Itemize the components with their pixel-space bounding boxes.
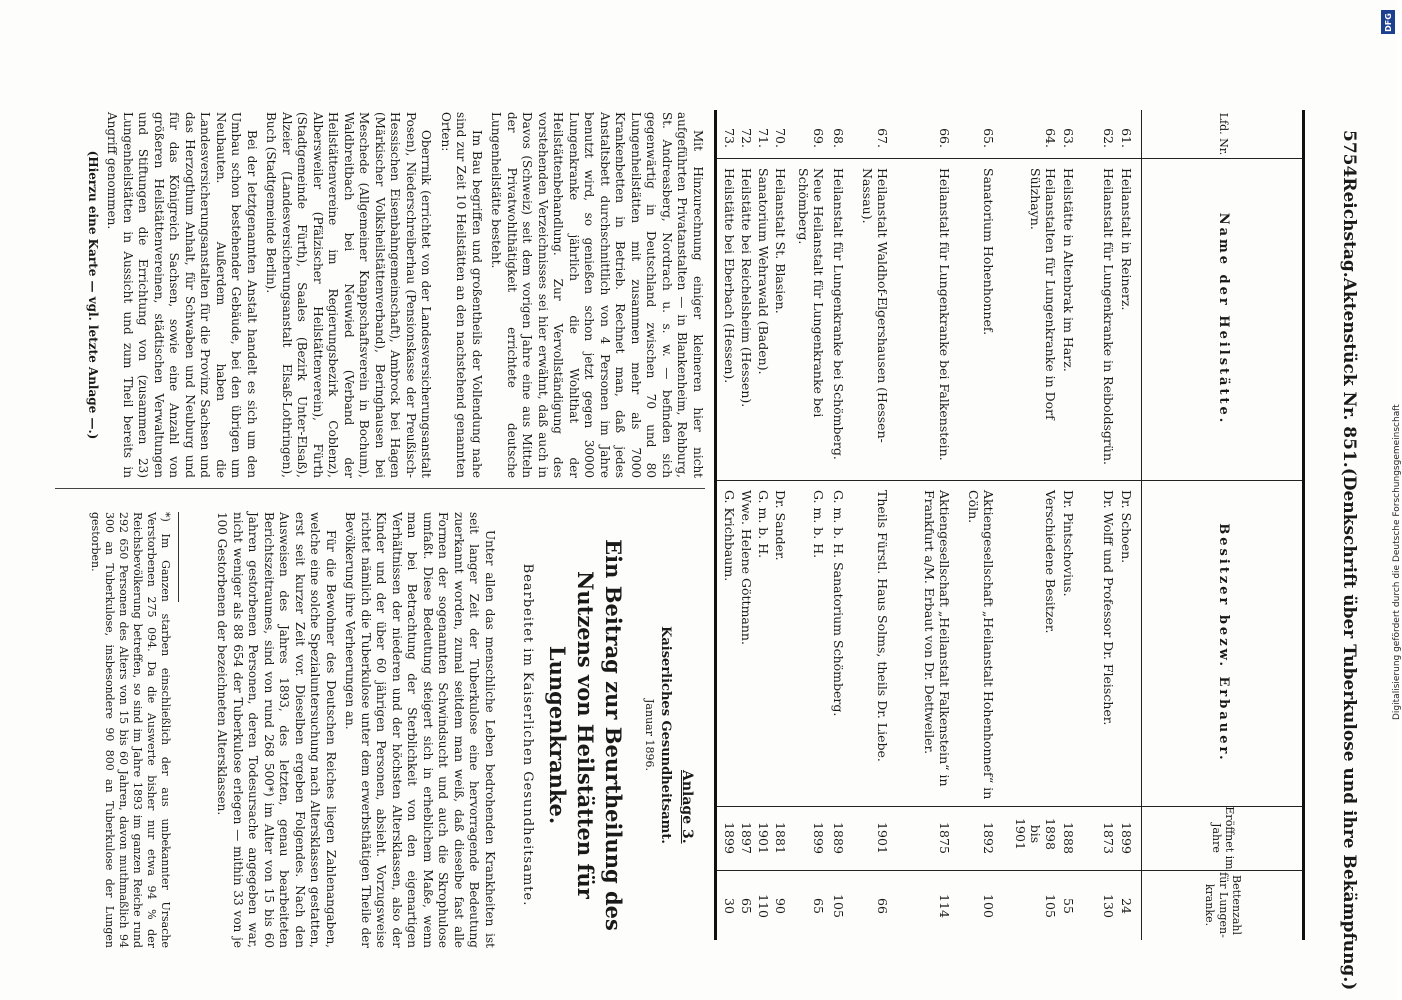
row-name: Heilanstalt St. Blasien. [773, 168, 788, 314]
institution-name: Kaiserliches Gesundheitsamt. [658, 626, 673, 844]
footnote: *) Im Ganzen starben einschließlich der aus unbekannter Ursache Verstorbenen 275 094. Da die Auswerte bisher nur etwa 94 % der Reichsbevölkerung betreffen, so sind im Jahre 1893 im ganzen Reiche rund 292 650 Personen des Alters von 15 bis 60 Jahren, davon muthmaßlich 94 300 an Tuberkulose, insbesondere 90 800 an Tuberkulose der Lungen gestorben. [89, 512, 172, 948]
row-beds: 90 [773, 898, 788, 914]
footnote-rule [178, 512, 179, 602]
row-owner: Aktiengesellschaft „Heilanstalt Falkenstein“ in Frankfurt a/M. Erbaut von Dr. Dettweiler. [922, 490, 952, 787]
row-nr: 68. [831, 128, 846, 148]
row-nr: 63. [1061, 128, 1076, 148]
row-beds: 65 [739, 898, 754, 914]
row-owner: Theils Fürstl. Haus Solms, theils Dr. Liebe. [875, 490, 890, 762]
paragraph: Oberrnik (errichtet von der Landesversicherungsanstalt Posen), Niederschreiberhau (Pensionskasse der Preußisch-Hessischen Eisenbahngemeinschaft), Ambrock bei Hagen (Märkischer Volksheilstättenverband), Beringhausen bei Meschede (Allgemeiner Knappschaftsverein in Bochum), Waldbreitbach bei Neuwied (Verband der Heilstättenvereine im Regierungsbezirk Coblenz), Albersweiler (Pfälzischer Heilstättenverein), Fürth (Stadtgemeinde Fürth), Saales (Bezirk Unter-Elsaß), Alzeier (Landesversicherungsanstalt Elsaß-Lothringen), Buch (Stadtgemeinde Berlin). [264, 112, 434, 478]
right-text-column [185, 512, 497, 948]
row-name: Heilanstalt für Lungenkranke bei Schömberg. [831, 168, 846, 460]
row-beds: 66 [875, 898, 890, 914]
column-rule [55, 488, 705, 489]
row-year: 1898 bis 1901 [1013, 818, 1058, 850]
row-nr: 71. [756, 128, 771, 148]
row-year: 1901 [875, 822, 890, 854]
row-beds: 55 [1061, 898, 1076, 914]
row-beds: 130 [1101, 894, 1116, 918]
paragraph: Mit Hinzurechnung einiger kleineren hier nicht aufgeführten Privatanstalten — in Blankenheim, Rehburg, St. Andreasberg, Nordrach u. s. w. — befinden sich gegenwärtig in Deutschland zwischen 70 und 80 Lungenheilstätten mit zusammen mehr als 7000 Krankenbetten in Betrieb. Rechnet man, daß jedes Anstaltsbett durchschnittlich von 4 Personen im Jahre benutzt wird, so genießen schon jetzt gegen 30000 Lungenkranke jährlich die Wohlthat der Heilstättenbehandlung. Zur Vervollständigung des vorstehenden Verzeichnisses sei hier erwähnt, daß auch in Davos (Schweiz) seit dem vorigen Jahre eine aus Mitteln der Privatwohlthätigkeit errichtete deutsche Lungenheilstätte besteht. [489, 112, 705, 478]
map-reference-note: (Hierzu eine Karte — vgl. letzte Anlage —.) [86, 150, 100, 440]
paragraph: Für die Bewohner des Deutschen Reiches liegen Zahlenangaben, welche eine solche Spezialuntersuchung nach Altersklassen gestatten, erst seit kurzer Zeit vor. Dieselben ergeben Folgendes. Nach den Ausweisen des Jahres 1893, des letzten, genau bearbeiteten Berichtszeitraumes, sind von rund 268 500*) im Alter von 15 bis 60 Jahren gestorbenen Personen, deren Todesursache angegeben war, nicht weniger als 88 654 der Tuberkulose erlegen — mithin 33 von je 100 Gestorbenen der bezeichneten Altersklassen. [215, 512, 338, 948]
page-number: 5754 [1339, 130, 1359, 178]
row-beds: 105 [1043, 894, 1058, 918]
digitization-note-text: Digitalisierung gefördert durch die Deutsche Forschungsgemeinschaft [1392, 404, 1402, 720]
row-owner: Dr. Sander. [773, 490, 788, 561]
article-subtitle: Bearbeitet im Kaiserlichen Gesundheitsamte. [520, 563, 535, 907]
header-left: Reichstag. [1339, 177, 1359, 278]
paragraph: Unter allen das menschliche Leben bedrohenden Krankheiten ist seit langer Zeit der Tuberkulose eine hervorragende Bedeutung zuerkannt worden, zumal seitdem man weiß, daß dieselbe fast alle Formen der sogenannten Schwindsucht und auch die Skrophulose umfaßt. Diese Bedeutung steigert sich in erheblichem Maße, wenn man bei Betrachtung der Sterblichkeit von den eigenartigen Verhältnissen der niederen und der höchsten Altersklassen, also der Kinder und der über 60 jährigen Personen, absieht. Vorzugsweise richtet nämlich die Tuberkulose unter dem erwerbsthätigen Theile der Bevölkerung ihre Verheerungen an. [343, 512, 497, 948]
row-name: Heilanstalten für Lungenkranke in Dorf Sülzhayn. [1028, 168, 1058, 420]
row-year: 1875 [937, 822, 952, 854]
row-year: 1888 [1061, 822, 1076, 854]
row-name: Heilstätte in Altenbrak im Harz. [1061, 168, 1076, 372]
row-owner: G. Krichbaum. [722, 490, 737, 582]
row-nr: 62. [1101, 128, 1116, 148]
col-header-beds: Bettenzahl für Lungen-kranke. [1203, 872, 1243, 938]
col-header-nr: Lfd. Nr. [1216, 112, 1230, 156]
row-year: 1892 [981, 822, 996, 854]
dfg-logo: DFG [1381, 10, 1395, 34]
row-nr: 61. [1119, 128, 1134, 148]
row-nr: 70. [773, 128, 788, 148]
row-owner: Dr. Schoen. [1119, 490, 1134, 564]
row-beds: 110 [756, 894, 771, 918]
row-owner: Verschiedene Besitzer. [1043, 490, 1058, 634]
page-header [1331, 130, 1367, 991]
row-owner: Aktiengesellschaft „Heilanstalt Hohenhonnef“ in Cöln. [966, 490, 996, 800]
row-name: Heilanstalt Waldhof-Elgershausen (Hessen-Nassau). [860, 168, 890, 443]
row-nr: 72. [739, 128, 754, 148]
row-beds: 24 [1119, 898, 1134, 914]
article-title-block [520, 520, 673, 950]
row-year: 1897 [739, 822, 754, 854]
appendix-label: Anlage 3. [679, 770, 695, 844]
col-header-year: Eröffnet im Jahre [1210, 806, 1237, 870]
article-title: Ein Beitrag zur Beurtheilung des Nutzens von Heilstätten für Lungenkranke. [545, 539, 626, 931]
row-name: Heilanstalt für Lungenkranke in Reiboldsgrün. [1101, 168, 1116, 465]
row-owner: Wwe. Helene Göttmann. [739, 490, 754, 645]
row-beds: 105 [831, 894, 846, 918]
row-name: Sanatorium Wehrawald (Baden). [756, 168, 771, 375]
row-year: 1901 [756, 822, 771, 854]
row-year: 1899 [1119, 822, 1134, 854]
row-year: 1899 [722, 822, 737, 854]
row-beds: 65 [811, 898, 826, 914]
paragraph: Im Bau begriffen und großentheils der Vollendung nahe sind zur Zeit 10 Heilstätten an den nachstehend genannten Orten: [439, 112, 484, 478]
row-year: 1889 [831, 822, 846, 854]
row-name: Sanatorium Hohenhonnef. [981, 168, 996, 336]
article-date: Januar 1896. [643, 699, 656, 771]
digitization-note [1378, 300, 1402, 720]
row-nr: 65. [981, 128, 996, 148]
row-year: 1899 [811, 822, 826, 854]
row-year: 1873 [1101, 822, 1116, 854]
row-name: Heilanstalt für Lungenkranke bei Falkenstein. [937, 168, 952, 461]
row-owner: Dr. Wolff und Professor Dr. Fleischer. [1101, 490, 1116, 726]
col-header-owner: Besitzer bezw. Erbauer. [1215, 523, 1231, 763]
row-beds: 30 [722, 898, 737, 914]
col-header-name: Name der Heilstätte. [1215, 212, 1231, 426]
row-name: Heilstätte bei Eberbach (Hessen). [722, 168, 737, 384]
left-text-column [45, 112, 705, 478]
row-year: 1881 [773, 822, 788, 854]
table-header-rule [1141, 110, 1142, 940]
row-owner: Dr. Pintschovius. [1061, 490, 1076, 597]
row-nr: 69. [811, 128, 826, 148]
row-nr: 66. [937, 128, 952, 148]
row-beds: 114 [937, 894, 952, 918]
row-name: Neue Heilanstalt für Lungenkranke bei Schömberg. [796, 168, 826, 418]
row-owner: G. m. b. H. Sanatorium Schömberg. [831, 490, 846, 717]
header-title: (Denkschrift über Tuberkulose und ihre Bekämpfung.) [1339, 467, 1359, 991]
row-nr: 67. [875, 128, 890, 148]
row-name: Heilstätte bei Reichelsheim (Hessen). [739, 168, 754, 408]
row-owner: G. m. b. H. [811, 490, 826, 559]
paragraph: Bei der letztgenannten Anstalt handelt es sich um den Umbau schon bestehender Gebäude, bei den übrigen um Neubauten. Außerdem haben die Landesversicherungsanstalten für die Provinz Sachsen und das Herzogthum Anhalt, für Schwaben und Neuburg und für das Königreich Sachsen, sowie eine Anzahl von größeren Heilstättenvereinen, städtischen Verwaltungen und Stiftungen die Errichtung von (zusammen 23) Lungenheilstätten in Aussicht und zum Theil bereits in Angriff genommen. [105, 112, 259, 478]
row-name: Heilanstalt in Reinerz. [1119, 168, 1134, 311]
row-nr: 73. [722, 128, 737, 148]
header-document-number: Aktenstück Nr. 851. [1339, 277, 1359, 468]
row-owner: G. m. b. H. [756, 490, 771, 559]
row-beds: 100 [981, 894, 996, 918]
sanatorium-table [714, 110, 1305, 940]
row-nr: 64. [1043, 128, 1058, 148]
